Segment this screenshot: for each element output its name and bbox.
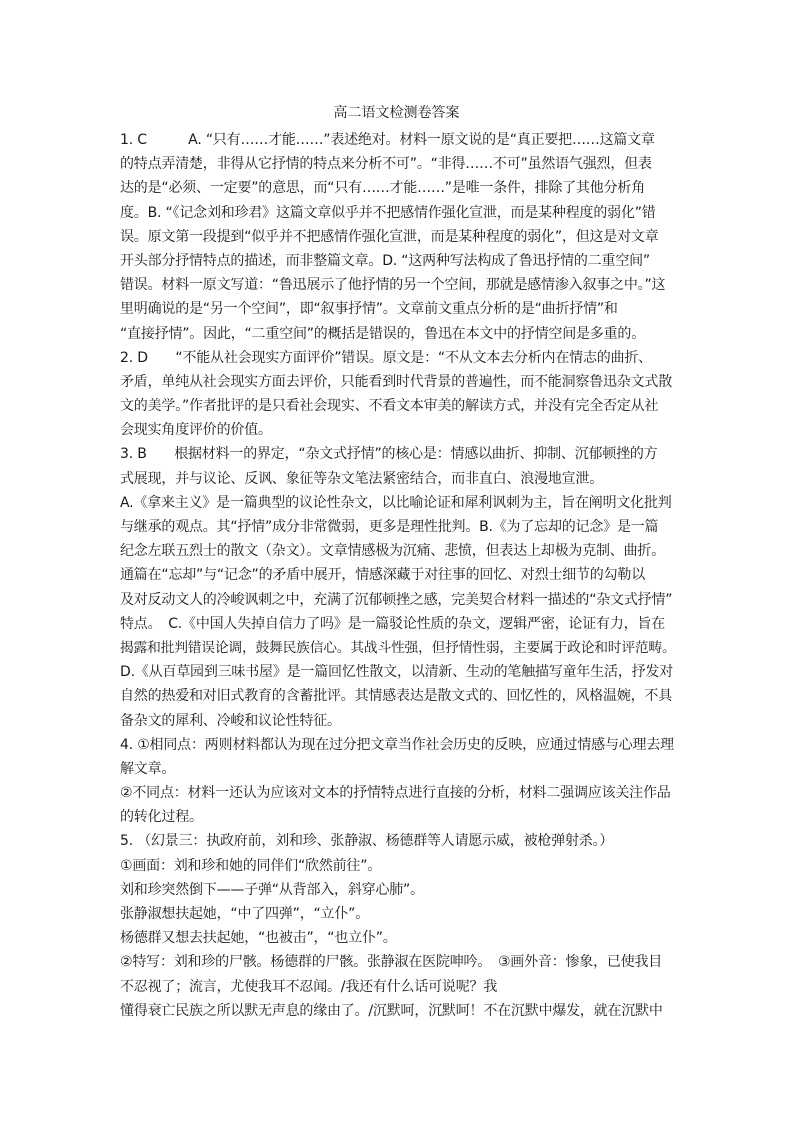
text-line: 文的美学。”作者批评的是只看社会现实、不看文本审美的解读方式，并没有完全否定从社: [120, 398, 659, 415]
text-line: “直接抒情”。因此，“二重空间”的概括是错误的，鲁迅在本文中的抒情空间是多重的。: [120, 325, 646, 342]
text-line: 开头部分抒情特点的描述，而非整篇文章。D. “这两种写法构成了鲁迅抒情的二重空间”: [120, 252, 650, 269]
text-line: 揭露和批判错误论调，鼓舞民族信心。其战斗性强，但抒情性弱，主要属于政论和时评范畴。: [120, 639, 676, 656]
text-line: 1. C A. “只有……才能……”表述绝对。材料一原文说的是“真正要把……这篇文章: [120, 132, 655, 148]
text-line: ①画面：刘和珍和她的同伴们“欣然前往”。: [120, 857, 382, 874]
text-line: 达的是“必须、一定要”的意思，而“只有……才能……”是唯一条件，排除了其他分析角: [120, 180, 646, 197]
text-line: 错误。材料一原文写道：“鲁迅展示了他抒情的另一个空间，那就是感情渗入叙事之中。”这: [120, 277, 666, 294]
text-line: 张静淑想扶起她，“中了四弹”，“立仆”。: [120, 906, 370, 922]
text-line: 里明确说的是“另一个空间”，即“叙事抒情”。文章前文重点分析的是“曲折抒情”和: [120, 301, 618, 318]
text-line: 误。原文第一段提到“似乎并不把感情作强化宣泄，而是某种程度的弱化”，但这是对文章: [120, 228, 659, 245]
text-line: 矛盾，单纯从社会现实方面去评价，只能看到时代背景的普遍性，而不能洞察鲁迅杂文式散: [120, 373, 672, 390]
text-line: 及对反动文人的冷峻讽刺之中，充满了沉郁顿挫之感，完美契合材料一描述的“杂文式抒情”: [120, 591, 673, 608]
text-line: 式展现，并与议论、反讽、象征等杂文笔法紧密结合，而非直白、浪漫地宣泄。: [120, 470, 603, 487]
text-line: 3. B 根据材料一的界定，“杂文式抒情”的核心是：情感以曲折、抑制、沉郁顿挫的方: [120, 446, 658, 463]
text-line: 的转化过程。: [120, 809, 203, 826]
text-line: 刘和珍突然倒下——子弹“从背部入，斜穿心肺”。: [120, 881, 424, 898]
text-line: 5. （幻景三：执政府前，刘和珍、张静淑、杨德群等人请愿示威，被枪弹射杀。）: [120, 833, 614, 850]
text-line: A.《拿来主义》是一篇典型的议论性杂文，以比喻论证和犀利讽刺为主，旨在阐明文化批判: [120, 494, 672, 511]
text-line: D.《从百草园到三味书屋》是一篇回忆性散文，以清新、生动的笔触描写童年生活，抒发对: [120, 664, 674, 681]
text-line: 的特点弄清楚，非得从它抒情的特点来分析不可”。“非得……不可”虽然语气强烈，但表: [120, 156, 652, 173]
text-line: 特点。 C.《中国人失掉自信力了吗》是一篇驳论性质的杂文，逻辑严密，论证有力，旨在: [120, 615, 666, 632]
text-line: 会现实角度评价的价值。: [120, 422, 272, 439]
page-title: 高二语文检测卷答案: [333, 105, 460, 121]
text-line: ②不同点：材料一还认为应该对文本的抒情特点进行直接的分析，材料二强调应该关注作品: [120, 785, 671, 802]
text-line: 度。B. “《记念刘和珍君》这篇文章似乎并不把感情作强化宣泄，而是某种程度的弱化”错: [120, 204, 656, 221]
text-line: 2. D “不能从社会现实方面评价”错误。原文是：“不从文本去分析内在情志的曲折、: [120, 349, 652, 366]
text-line: 杨德群又想去扶起她，“也被击”，“也立仆”。: [120, 930, 397, 947]
text-line: 解文章。: [120, 760, 176, 777]
text-line: 自然的热爱和对旧式教育的含蓄批评。其情感表达是散文式的、回忆性的，风格温婉，不具: [120, 688, 672, 705]
text-line: 4. ①相同点：两则材料都认为现在过分把文章当作社会历史的反映，应通过情感与心理去理: [120, 736, 674, 753]
text-line: 备杂文的犀利、冷峻和议论性特征。: [120, 712, 341, 729]
text-line: 通篇在“忘却”与“记念”的矛盾中展开，情感深藏于对往事的回忆、对烈士细节的勾勒以: [120, 567, 646, 584]
text-line: 不忍视了；流言，尤使我耳不忍闻。/我还有什么话可说呢？我: [120, 978, 498, 995]
text-line: 与继承的观点。其“抒情”成分非常微弱，更多是理性批判。B.《为了忘却的记念》是一篇: [120, 519, 659, 535]
answer-body: [120, 128, 680, 1023]
text-line: ②特写：刘和珍的尸骸。杨德群的尸骸。张静淑在医院呻吟。 ③画外音：惨象，已使我目: [120, 954, 663, 971]
text-line: 纪念左联五烈士的散文（杂文）。文章情感极为沉痛、悲愤，但表达上却极为克制、曲折。: [120, 543, 665, 560]
text-line: 懂得衰亡民族之所以默无声息的缘由了。/沉默呵，沉默呵！不在沉默中爆发，就在沉默中: [120, 1002, 663, 1019]
